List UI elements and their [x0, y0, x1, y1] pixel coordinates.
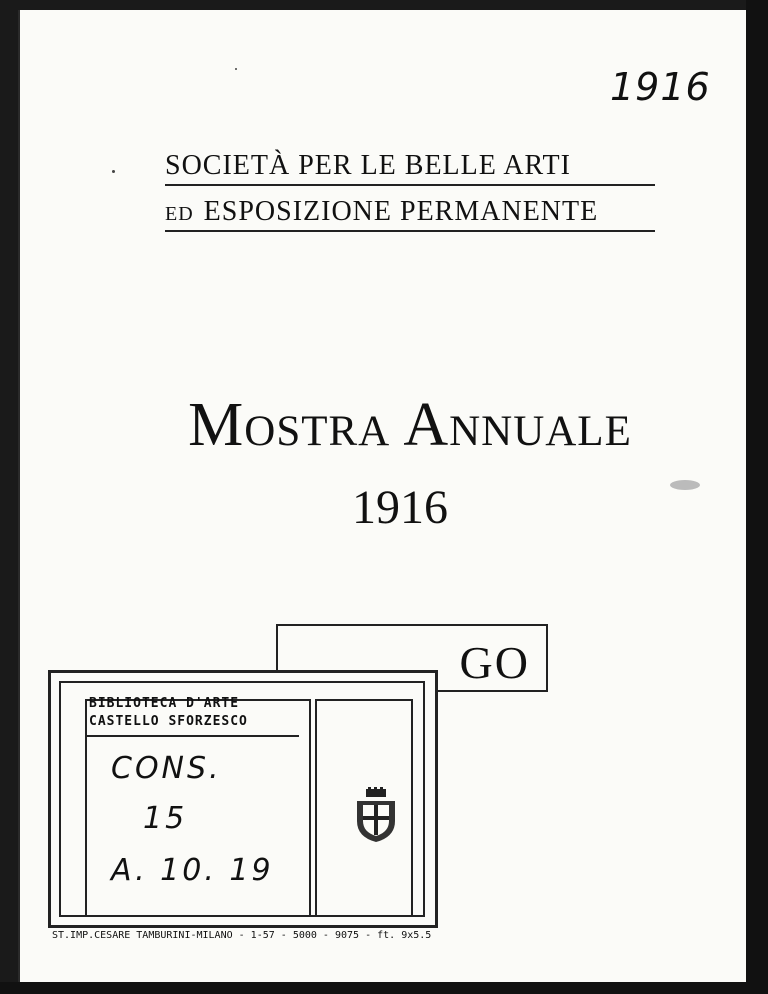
- shelfmark-line-3: A. 10. 19: [111, 853, 274, 888]
- library-name-line-1: BIBLIOTECA D'ARTE: [89, 696, 240, 711]
- shelfmark-line-1: CONS.: [111, 751, 222, 786]
- library-name-line-2: CASTELLO SFORZESCO: [89, 714, 248, 729]
- speck: [235, 68, 237, 70]
- society-line-2-prefix: ED: [165, 203, 194, 225]
- speck: [670, 480, 700, 490]
- society-line-2-text: ESPOSIZIONE PERMANENTE: [203, 196, 599, 227]
- exhibition-year: 1916: [352, 481, 448, 534]
- printer-imprint: ST.IMP.CESARE TAMBURINI-MILANO - 1-57 - 5000 - 9075 - ft. 9x5.5: [52, 930, 432, 941]
- library-name-rule: [85, 735, 299, 737]
- society-header: [165, 150, 655, 242]
- society-line-1: SOCIETÀ PER LE BELLE ARTI: [165, 150, 655, 186]
- library-name: [89, 695, 299, 731]
- coat-of-arms-icon: [355, 787, 397, 848]
- catalog-heading-text: GO: [459, 637, 530, 688]
- library-label: [48, 670, 438, 928]
- shelfmark-line-2: 15: [143, 801, 188, 836]
- scan-edge-bottom: [0, 982, 768, 994]
- society-line-2: [165, 196, 655, 232]
- handwritten-year: 1916: [610, 65, 711, 109]
- exhibition-title: Mostra Annuale: [188, 391, 632, 459]
- scan-edge-right: [746, 0, 768, 994]
- speck: [112, 170, 115, 173]
- catalog-cover-page: [18, 10, 748, 982]
